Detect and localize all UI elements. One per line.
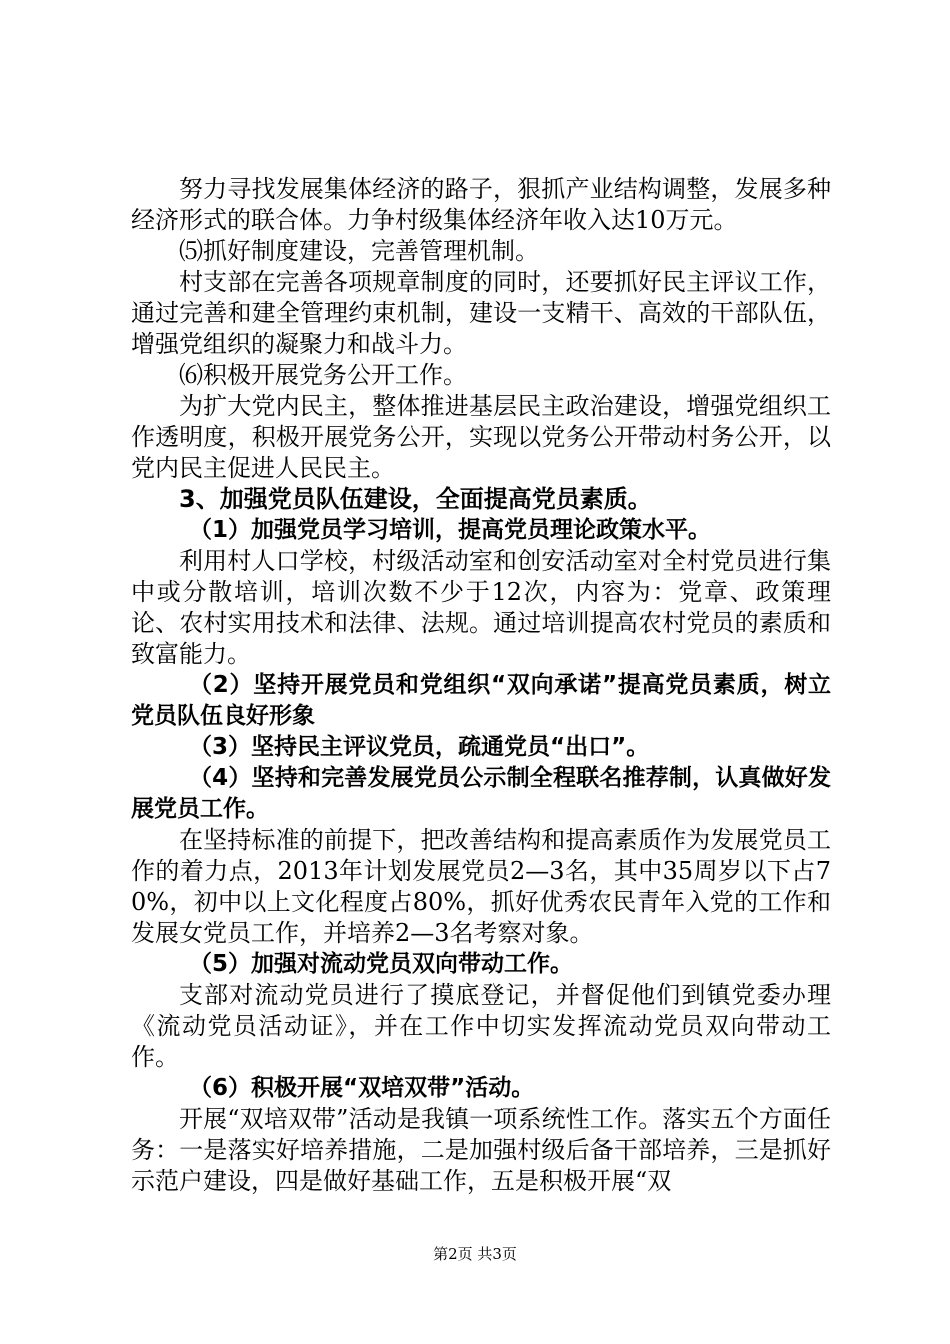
paragraph: ⑹积极开展党务公开工作。 xyxy=(179,361,467,389)
page-number-label: 第2页 共3页 xyxy=(433,1245,517,1263)
subsection-heading: （1）加强党员学习培训，提高党员理论政策水平。 xyxy=(189,517,712,543)
paragraph: 在坚持标准的前提下，把改善结构和提高素质作为发展党员工作的着力点，2013年计划发展党员2—3名，其中35周岁以下占70%，初中以上文化程度占80%，抓好优秀农民青年入党的工作和发展女党员工作，并培养2—3名考察对象。 xyxy=(131,826,831,947)
paragraph: 开展“双培双带”活动是我镇一项系统性工作。落实五个方面任务：一是落实好培养措施，二是加强村级后备干部培养，三是抓好示范户建设，四是做好基础工作，五是积极开展“双 xyxy=(131,1105,831,1195)
page-footer xyxy=(0,1244,950,1264)
paragraph: ⑸抓好制度建设，完善管理机制。 xyxy=(179,237,539,265)
paragraph: 为扩大党内民主，整体推进基层民主政治建设，增强党组织工作透明度，积极开展党务公开，实现以党务公开带动村务公开，以党内民主促进人民民主。 xyxy=(131,392,831,482)
paragraph: 支部对流动党员进行了摸底登记，并督促他们到镇党委办理《流动党员活动证》，并在工作中切实发挥流动党员双向带动工作。 xyxy=(131,981,831,1071)
subsection-heading: （6）积极开展“双培双带”活动。 xyxy=(189,1075,535,1101)
subsection-heading: （3）坚持民主评议党员，疏通党员“出口”。 xyxy=(189,734,650,760)
subsection-heading: （4）坚持和完善发展党员公示制全程联名推荐制，认真做好发展党员工作。 xyxy=(131,765,831,822)
paragraph: 努力寻找发展集体经济的路子，狠抓产业结构调整，发展多种经济形式的联合体。力争村级集体经济年收入达10万元。 xyxy=(131,175,831,234)
subsection-heading: （2）坚持开展党员和党组织“双向承诺”提高党员素质，树立党员队伍良好形象 xyxy=(131,672,831,729)
subsection-heading: （5）加强对流动党员双向带动工作。 xyxy=(189,951,574,977)
section-heading: 3、加强党员队伍建设，全面提高党员素质。 xyxy=(179,485,652,513)
paragraph: 村支部在完善各项规章制度的同时，还要抓好民主评议工作，通过完善和建全管理约束机制，建设一支精干、高效的干部队伍，增强党组织的凝聚力和战斗力。 xyxy=(131,268,831,358)
document-body xyxy=(131,174,831,1197)
paragraph: 利用村人口学校，村级活动室和创安活动室对全村党员进行集中或分散培训，培训次数不少于12次，内容为：党章、政策理论、农村实用技术和法律、法规。通过培训提高农村党员的素质和致富能力。 xyxy=(131,547,831,668)
